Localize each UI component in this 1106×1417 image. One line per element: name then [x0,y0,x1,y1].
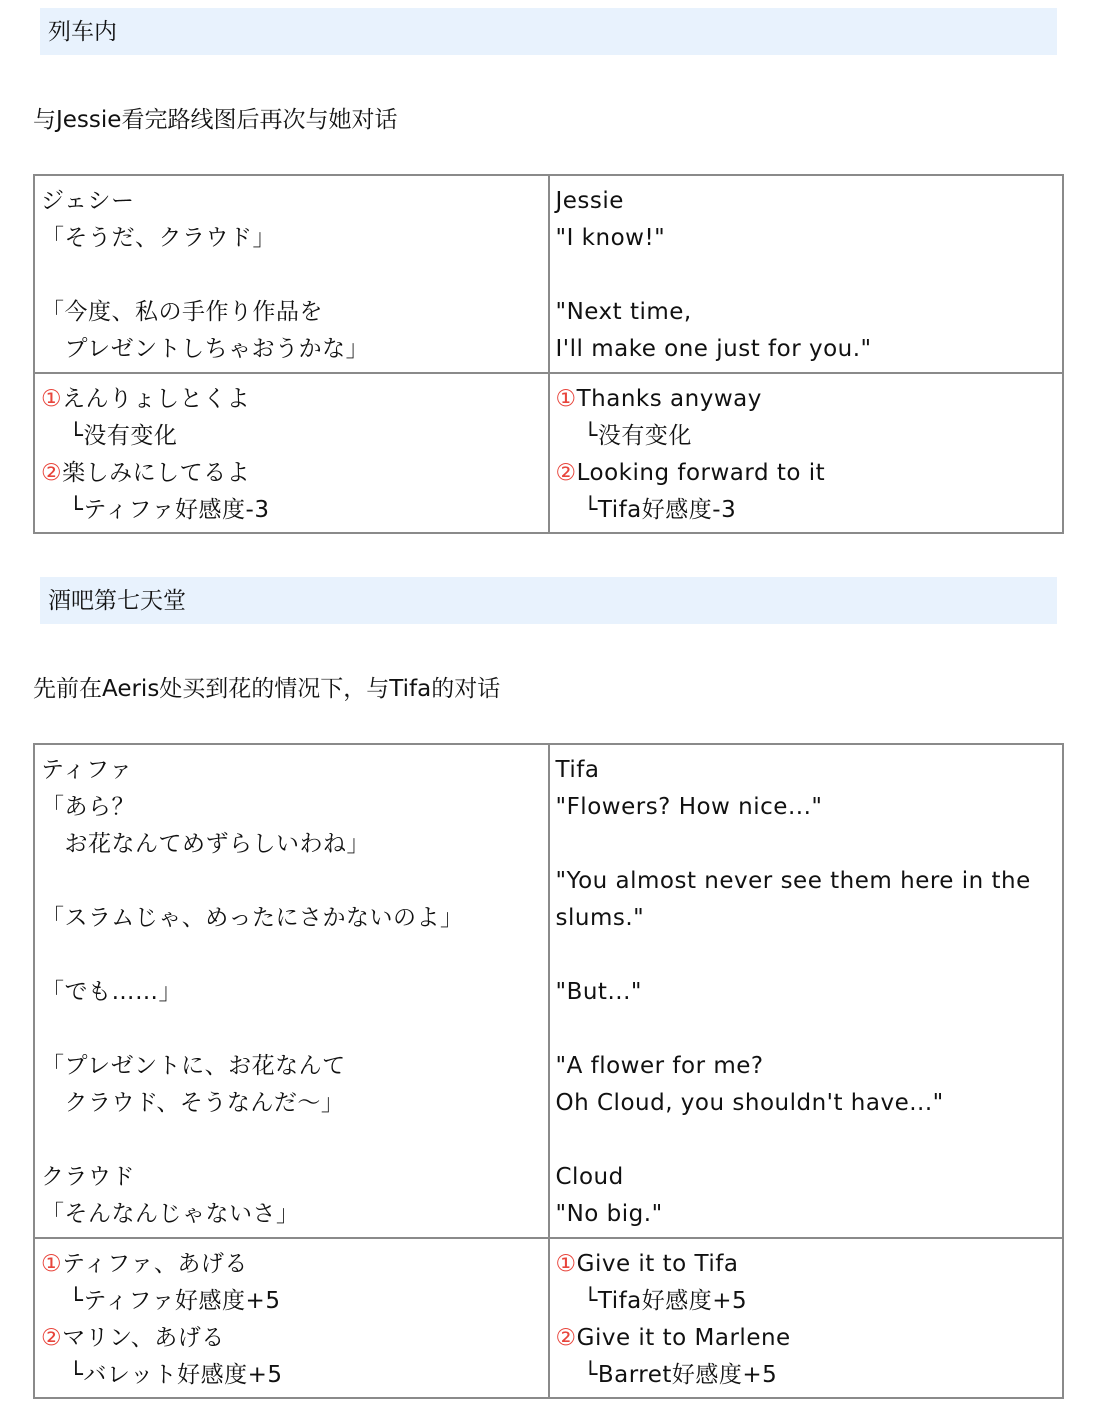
choice-text: Give it to Marlene [576,1325,791,1351]
dialogue-line: お花なんてめずらしいわね」 [41,831,370,857]
choice-number: ② [41,1325,63,1351]
dialogue-line: "A flower for me? [555,1053,764,1079]
dialogue-line: 「そんなんじゃないさ」 [41,1201,300,1227]
dialogue-row [34,175,1063,373]
choices-cell-jp [34,373,549,533]
dialogue-cell-en [549,175,1064,373]
choices-row [34,373,1063,533]
choice-result: └没有变化 [69,423,178,449]
choice-option [41,1320,542,1357]
dialogue-line: "You almost never see them here in the [555,868,1031,894]
dialogue-line [556,937,1057,974]
dialogue-row [34,744,1063,1238]
speaker-name: Jessie [555,188,624,214]
dialogue-line: 「プレゼントに、お花なんて [41,1053,346,1079]
choice-option [556,455,1057,492]
choice-number: ① [41,1251,63,1277]
dialogue-line [556,1122,1057,1159]
dialogue-line: 「今度、私の手作り作品を [41,299,323,325]
dialogue-line: プレゼントしちゃおうかな」 [41,336,370,362]
choice-text: 楽しみにしてるよ [62,460,251,486]
dialogue-table-bar [33,743,1064,1399]
choice-number: ① [555,1251,577,1277]
dialogue-cell-jp [34,744,549,1238]
choice-text: ティファ、あげる [62,1251,248,1277]
dialogue-line [41,863,542,900]
choices-cell-jp [34,1238,549,1398]
dialogue-line [556,257,1057,294]
section-header-bar: 酒吧第七天堂 [40,577,1057,624]
choice-option [556,381,1057,418]
choice-number: ① [555,386,577,412]
dialogue-table-train [33,174,1064,534]
dialogue-line [41,257,542,294]
choice-option [41,1246,542,1283]
dialogue-line: slums." [555,905,645,931]
dialogue-line: "I know!" [555,225,666,251]
choice-option [556,1246,1057,1283]
dialogue-line [41,1122,542,1159]
choice-result: └没有变化 [583,423,692,449]
choice-number: ② [41,460,63,486]
dialogue-line: I'll make one just for you." [555,336,872,362]
dialogue-line [556,1011,1057,1048]
choice-text: Give it to Tifa [576,1251,739,1277]
dialogue-line [41,1011,542,1048]
dialogue-line: "No big." [555,1201,663,1227]
choices-row [34,1238,1063,1398]
choice-text: Thanks anyway [576,386,762,412]
choice-number: ② [555,1325,577,1351]
choice-option [41,455,542,492]
choices-cell-en [549,373,1064,533]
dialogue-line: "Next time, [555,299,692,325]
choice-result: └Tifa好感度+5 [583,1288,748,1314]
choice-result: └ティファ好感度-3 [69,497,270,523]
section-intro-train: 与Jessie看完路线图后再次与她对话 [33,107,398,133]
dialogue-line [41,937,542,974]
choice-result: └Tifa好感度-3 [583,497,737,523]
section-intro-bar: 先前在Aeris处买到花的情况下，与Tifa的对话 [33,676,501,702]
speaker-name: ティファ [41,757,133,783]
dialogue-cell-jp [34,175,549,373]
dialogue-line [556,826,1057,863]
choice-text: Looking forward to it [576,460,826,486]
speaker-name: Cloud [555,1164,624,1190]
dialogue-line: 「あら？ [41,794,135,820]
choice-result: └ティファ好感度+5 [69,1288,281,1314]
speaker-name: Tifa [555,757,600,783]
choice-number: ② [555,460,577,486]
choice-result: └Barret好感度+5 [583,1362,778,1388]
section-header-train: 列车内 [40,8,1057,55]
dialogue-line: クラウド、そうなんだ～」 [41,1090,345,1116]
dialogue-line: "Flowers? How nice..." [555,794,823,820]
dialogue-line: Oh Cloud, you shouldn't have..." [555,1090,944,1116]
dialogue-line: 「でも……」 [41,979,182,1005]
dialogue-line: 「そうだ、クラウド」 [41,225,276,251]
choice-text: えんりょしとくよ [62,386,251,412]
speaker-name: ジェシー [41,188,135,214]
choice-option [41,381,542,418]
speaker-name: クラウド [41,1164,135,1190]
dialogue-line: 「スラムじゃ、めったにさかないのよ」 [41,905,464,931]
choices-cell-en [549,1238,1064,1398]
choice-result: └バレット好感度+5 [69,1362,283,1388]
dialogue-line: "But..." [555,979,642,1005]
choice-text: マリン、あげる [62,1325,225,1351]
choice-number: ① [41,386,63,412]
dialogue-cell-en [549,744,1064,1238]
choice-option [556,1320,1057,1357]
